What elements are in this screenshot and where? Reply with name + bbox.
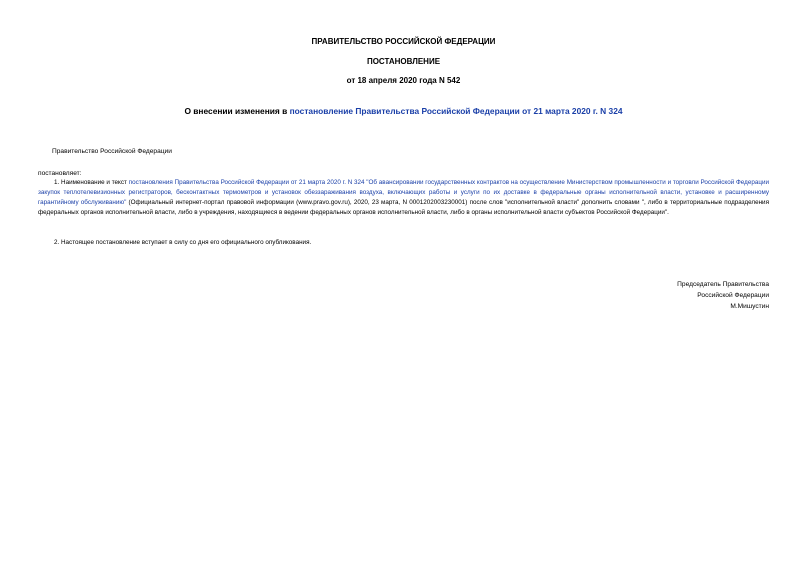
- issuing-body: Правительство Российской Федерации: [52, 148, 172, 155]
- signature-name: М.Мишустин: [730, 303, 769, 310]
- document-type: ПОСТАНОВЛЕНИЕ: [366, 57, 441, 66]
- signature-title-2: Российской Федерации: [697, 292, 769, 299]
- document-date-number: от 18 апреля 2020 года N 542: [346, 76, 461, 85]
- resolution-324-link[interactable]: постановления Правительства Российской Федерации от 21 марта 2020 г. N 324 "Об авансировании государственных контрактов на осуществление Министерством промышленности и торговли Российской Федерации закупок теплотелевизионных регистраторов, бесконтактных термометров и установок обеззараживания воздуха, включающих работы и услуги по их доставке в федеральные органы исполнительной власти, установке и расширенному гарантийному обслуживанию": [38, 179, 769, 206]
- paragraph-1-intro: 1. Наименование и текст: [54, 179, 129, 186]
- amended-resolution-link[interactable]: постановление Правительства Российской Федерации от 21 марта 2020 г. N 324: [289, 106, 623, 116]
- paragraph-2: 2. Настоящее постановление вступает в силу со дня его официального опубликования.: [54, 239, 312, 246]
- document-subtitle: [0, 106, 807, 116]
- signature-block: [677, 279, 769, 312]
- signature-title-1: Председатель Правительства: [677, 281, 769, 288]
- paragraph-1: [38, 178, 769, 218]
- resolves-label: постановляет:: [38, 170, 82, 177]
- government-heading: ПРАВИТЕЛЬСТВО РОССИЙСКОЙ ФЕДЕРАЦИИ: [311, 37, 496, 46]
- subtitle-prefix: О внесении изменения в: [184, 106, 290, 116]
- paragraph-1-rest: (Официальный интернет-портал правовой информации (www.pravo.gov.ru), 2020, 23 марта, N 0001202003230001) после слов "исполнительной власти" дополнить словами ", либо в территориальные подразделения федеральных органов исполнительной власти, либо в учреждения, находящиеся в ведении федеральных органов исполнительной власти, либо в органы исполнительной власти субъектов Российской Федерации".: [38, 199, 769, 216]
